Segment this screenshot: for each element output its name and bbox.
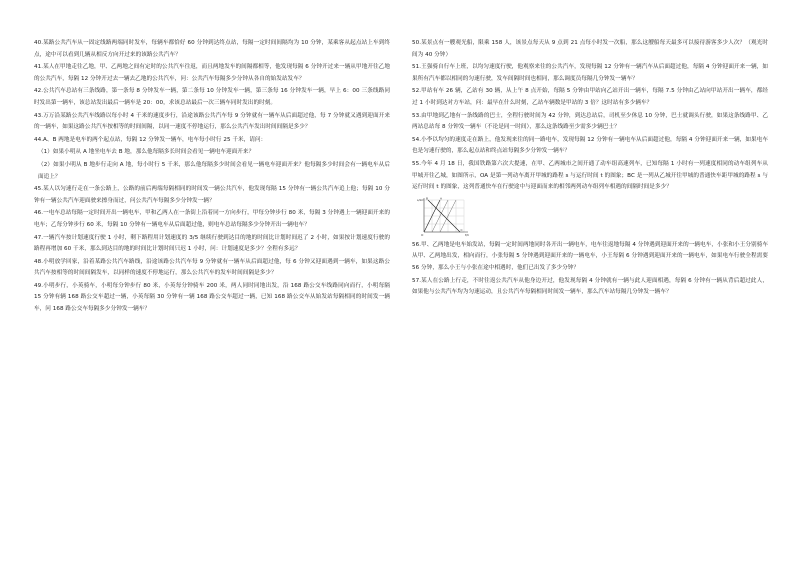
question-number: 51. bbox=[412, 64, 422, 71]
question-number: 47. bbox=[34, 234, 44, 241]
question-text: 某人以匀速行走在一条公路上，公路的前后两端每隔相同的时间发一辆公共汽车，他发现每隔 15 分钟有一辆公共汽车追上他；每隔 10 分钟有一辆公共汽车迎面驶来擦身而过，问公共汽车每隔多少分钟发一辆？ bbox=[34, 186, 390, 204]
question-left_questions-sub-5 bbox=[34, 147, 390, 159]
x-axis-label: t/h bbox=[465, 232, 470, 237]
question-text: 某人在甲地走往乙地，甲、乙两地之间有定时的公共汽车往返，而且两地发车的间隔都相等，他发现每隔 6 分钟开过来一辆从甲地开往乙地的公共汽车，每隔 12 分钟开过去一辆去乙地的公共汽车，问：公共汽车每隔多少分钟从各自的始发站发车？ bbox=[34, 64, 390, 82]
y-axis-label: s/km bbox=[417, 197, 425, 202]
question-number: 48. bbox=[34, 258, 44, 265]
question-text: A、B 两地是电车的两个起点站，每隔 12 分钟发一辆车，电车每小时行 25 千米，请问： bbox=[43, 136, 267, 143]
question-text: 小明放学回家，沿着某路公共汽车路线，沿途该路公共汽车每 9 分钟就有一辆车从后面超过他，每 6 分钟又迎面遇到一辆车，如果这路公共汽车按相等的时间间隔发车，以同样的速度不停地运行，那么公共汽车的发车时间间隔是多少？ bbox=[34, 258, 390, 277]
question-number: 49. bbox=[34, 282, 44, 289]
question-55 bbox=[412, 159, 768, 194]
question-57 bbox=[412, 276, 768, 299]
question-52 bbox=[412, 86, 768, 109]
question-number: 57. bbox=[412, 277, 422, 284]
question-number: 45. bbox=[34, 186, 44, 193]
question-56 bbox=[412, 240, 768, 275]
question-number: 53. bbox=[412, 112, 422, 119]
question-number: 52. bbox=[412, 88, 422, 95]
question-49 bbox=[34, 281, 390, 316]
question-text: 一电车总站每隔一定时间开出一辆电车，甲和乙两人在一条街上沿着同一方向步行，甲每分钟步行 80 米，每隔 3 分钟遇上一辆迎面开来的电车；乙每分钟步行 60 米，每隔 10 分钟有一辆电车从后面超过他，则电车总站每隔多少分钟开出一辆电车？ bbox=[34, 210, 390, 228]
question-number: 40. bbox=[34, 40, 44, 46]
question-text: 甲、乙两地是电车始发站，每隔一定时间两地同时各开出一辆电车，电车往返地每隔 4 分钟遇到迎面开来的一辆电车，小张和小王分别骑车从甲、乙两地出发，相向而行，小张每隔 5 分钟遇到迎面开来的一辆电车，小王每隔 6 分钟遇到迎面开来的一辆电车，如果电车行驶全程需要 56 分钟，那么小王与小张在途中相遇时，他们已出发了多少分钟？ bbox=[412, 241, 768, 271]
point-c-label: C bbox=[460, 227, 463, 232]
question-left_questions-sub-6 bbox=[34, 160, 390, 183]
question-46 bbox=[34, 208, 390, 231]
sub-question-text: （1）如果小明从 A 地坐电车去 B 地，那么他每隔多长时间会看见一辆电车迎面开来？ bbox=[38, 149, 255, 156]
origin-label: O bbox=[421, 232, 424, 237]
question-number: 54. bbox=[412, 136, 422, 143]
question-text: 小明步行，小英骑车，小明每分钟步行 80 米，小英每分钟骑车 200 米，两人同时同地出发，沿 168 路公交车线路同向而行，小明每隔 15 分钟有辆 168 路公交车超过一辆，小英每隔 30 分钟有一辆 168 路公交车超过一辆，已知 168 路公交车从始发站每隔相同的时间发一辆车，问 168 路公交车每隔多少分钟发一辆车？ bbox=[34, 282, 390, 313]
question-44 bbox=[34, 135, 390, 147]
question-text: 某人在公路上行走，不时往返公共汽车从他身边开过，他发现每隔 4 分钟就有一辆与此人迎面相遇，每隔 6 分钟有一辆从背后超过此人，如果他与公共汽车均为匀速运动，且公共汽车每隔相同时间发一辆车，那么汽车站每隔几分钟发一辆车？ bbox=[412, 277, 768, 296]
question-text: 万万沿某路公共汽车线路以每小时 4 千米的速度步行，沿途该路公共汽车每 9 分钟就有一辆车从后面超过他，每 7 分钟就又遇到迎面开来的一辆车，如果这路公共汽车按相等的时间间隔，以同一速度不停地运行，那么公共汽车发出时间间隔是多少？ bbox=[34, 112, 390, 131]
question-40 bbox=[34, 38, 390, 61]
question-number: 50. bbox=[412, 40, 422, 46]
question-51 bbox=[412, 62, 768, 85]
question-number: 44. bbox=[34, 136, 44, 143]
distance-time-graph bbox=[416, 196, 472, 238]
sub-question-text: （2）如果小明从 B 地步行走向 A 地，每小时行 5 千米，那么他每隔多少时间会看见一辆电车迎面开来？他每隔多少时间会有一辆电车从后面追上？ bbox=[38, 161, 390, 180]
question-number: 42. bbox=[34, 88, 44, 95]
question-text: 小李以均匀的速度走在路上，他发现来往的同一路电车，发现每隔 12 分钟有一辆电车从后面超过他，每隔 4 分钟迎面开来一辆，如果电车也是匀速行驶的，那么起点站和终点站每隔多少分钟发一辆车？ bbox=[412, 136, 768, 155]
question-text: 王强骑自行车上班，以均匀速度行驶，他观察来往的公共汽车，发现每隔 12 分钟有一辆汽车从后面超过他，每隔 4 分钟迎面开来一辆，如果所有汽车都以相同的匀速行驶，发车间隔时间也相同，那么调度员每隔几分钟发一辆车？ bbox=[412, 64, 768, 82]
question-number: 41. bbox=[34, 64, 44, 71]
point-a-label: A bbox=[440, 196, 443, 201]
question-number: 56. bbox=[412, 241, 422, 248]
question-text: 由甲地到乙地有一条线路的巴士，全程行驶时间为 42 分钟，到达总站后，司机至少休息 10 分钟，巴士就调头行驶，如果这条线路甲、乙两站总站每 8 分钟发一辆车（不论是同一时间），那么这条线路至少需多少辆巴士？ bbox=[412, 112, 768, 131]
point-b-label: B bbox=[426, 196, 429, 201]
question-number: 46. bbox=[34, 210, 44, 217]
question-text: 某景点有一艘观光船，限乘 158 人，该景点每天从 9 点到 21 点每小时发一次船，那么这艘船每天最多可以接待游客多少人次？（观光时间为 40 分钟） bbox=[412, 40, 768, 58]
question-text: 一辆汽车按计划速度行驶 1 小时，剩下路程用计划速度的 3/5 继续行驶到达目的地的时间比计划时间迟了 2 小时，如果按计划速度行驶的路程再增加 60 千米，那么到达目的地的时间比计划时间只迟 1 小时，问：计划速度是多少？全程有多远？ bbox=[34, 234, 390, 253]
question-text: 甲站有车 26 辆，乙站有 30 辆，从上午 8 点开始，每隔 5 分钟由甲站向乙站开出一辆车，每隔 7.5 分钟由乙站向甲站开出一辆车，都经过 1 小时到达对方车站，问：最早在什么时刻，乙站车辆数是甲站的 3 倍？这时站有多少辆车？ bbox=[412, 88, 768, 106]
question-50 bbox=[412, 38, 768, 61]
question-text: 某路公共汽车从一固定线路两端同时发车，每辆车都恰好 60 分钟到达终点站，每隔一定时间间隔均为 10 分钟，某乘客从起点站上车到终点，途中可以看到几辆从相反方向开过来的该路公共汽车？ bbox=[34, 40, 390, 58]
question-43 bbox=[34, 111, 390, 134]
question-42 bbox=[34, 86, 390, 109]
question-54 bbox=[412, 135, 768, 158]
question-number: 55. bbox=[412, 160, 422, 167]
question-47 bbox=[34, 233, 390, 256]
question-text: 今年 4 月 18 日，我国铁路第六次大提速，在甲、乙两城市之间开通了动车组高速列车，已知每隔 1 小时有一列速度相同的动车组列车从甲城开往乙城，如图所示，OA 是第一列动车离开甲城的路程 s 与运行时间 t 的图象；BC 是一列从乙城开往甲城的普通快车距甲城的路程 s 与运行时间 t 的图象，这列普通快车在行驶途中与迎面而来的相邻两列动车组列车相遇的间隔时间是多少？ bbox=[412, 160, 768, 191]
question-number: 43. bbox=[34, 112, 44, 119]
question-53 bbox=[412, 111, 768, 134]
question-48 bbox=[34, 257, 390, 280]
question-45 bbox=[34, 184, 390, 207]
left-column bbox=[34, 38, 394, 551]
question-text: 公共汽车总站有三条线路，第一条每 8 分钟发车一辆，第二条每 10 分钟发车一辆，第三条每 16 分钟发车一辆，早上 6：00 三条线路同时发出第一辆车，该总站发出最后一辆车是 20：00，求该总站最后一次三辆车同时发出的时刻。 bbox=[34, 88, 390, 106]
question-41 bbox=[34, 62, 390, 85]
right-column bbox=[408, 38, 768, 551]
